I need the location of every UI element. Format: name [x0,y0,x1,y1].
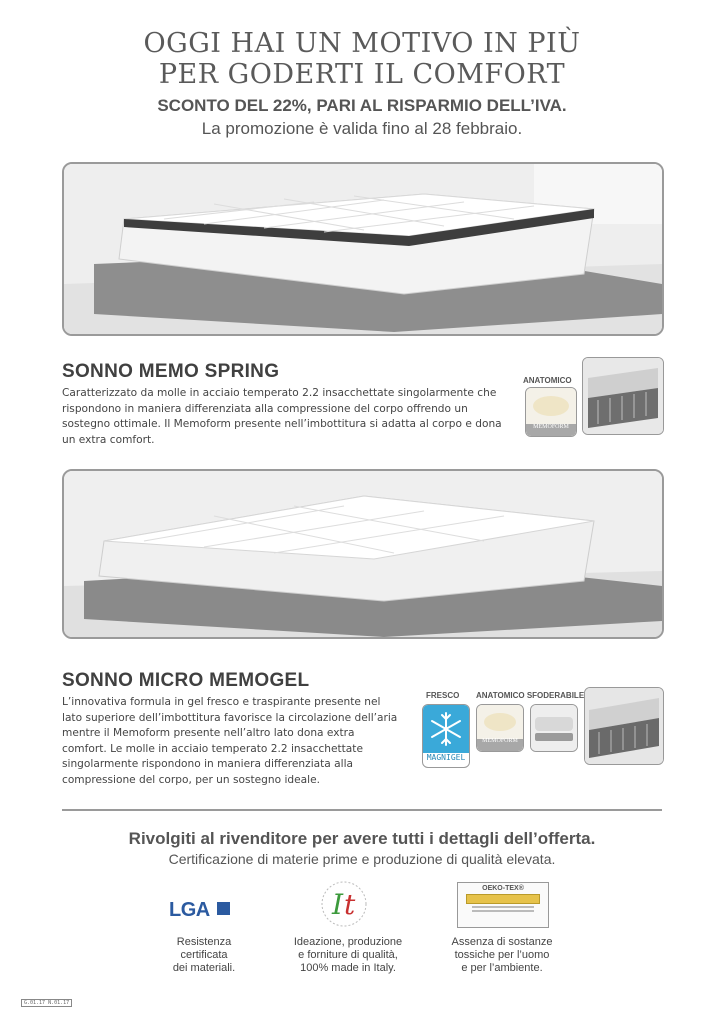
made-in-italy-logo [314,880,374,930]
removable-cover-icon [531,705,577,751]
certification-text: Certificazione di materie prime e produzione di qualità elevata. [168,851,556,867]
magnigel-label: MAGNIGEL [426,753,466,762]
lga-logo-text: LGA [169,899,210,921]
memoform-label: MEMOFORM [533,424,569,430]
badge2-caption: Ideazione, produzione e forniture di qualità, 100% made in Italy. [293,936,403,974]
oeko-tex-label: OEKO-TEX® [482,885,524,892]
snowflake-icon [423,705,469,753]
italy-it-icon [314,880,374,930]
section-divider [62,809,662,811]
lga-logo [169,899,249,925]
product1-description: Caratterizzato da molle in acciaio temperato 2.2 insacchettate singolarmente che rispondono in maniera differenziata alla compressione del corpo offrendo un sostegno ottimale. Il Memoform presente nell’imbottitura si adatta al corpo e dona un extra comfort. [62,387,502,446]
oeko-fineprint-2 [472,910,534,912]
anatomico-tag: ANATOMICO [523,376,572,385]
anatomico-sfoderabile-tag: ANATOMICO SFODERABILE [476,691,585,700]
product2-description: L’innovativa formula in gel fresco e traspirante presente nel lato superiore dell’imbottitura favorisce la circolazione dell’aria mentre il Memoform presente nell’altro lato dona extra comfort. Le molle in acciaio temperato 2.2 insacchettate singolarmente rispondono in maniera differenziata alla compressione del corpo, per un sostegno ideale. [62,696,398,786]
memogel-cross-section [584,687,664,765]
gel-cross-section-icon [585,688,663,764]
fresco-tag: FRESCO [426,691,460,700]
badge1-caption: Resistenza certificata dei materiali. [172,936,236,974]
svg-text:t: t [344,888,356,921]
memo-spring-photo [62,162,664,336]
product1-title: SONNO MEMO SPRING [62,361,280,382]
magnigel-swatch [422,704,470,768]
print-code: G.01.17 N.01.17 [21,999,72,1007]
offer-text: Rivolgiti al rivenditore per avere tutti i dettagli dell’offerta. [128,829,596,848]
memoform-swatch-2 [476,704,524,752]
lga-square-icon [217,902,230,915]
badge3-caption: Assenza di sostanze tossiche per l’uomo e per l’ambiente. [451,936,553,974]
oeko-fineprint [472,906,534,908]
mattress-illustration-2 [64,471,662,637]
discount-subtitle: SCONTO DEL 22%, PARI AL RISPARMIO DELL’IVA. [157,96,567,115]
memo-spring-cross-section [582,357,664,435]
product2-title: SONNO MICRO MEMOGEL [62,670,310,691]
removable-cover-swatch [530,704,578,752]
micro-memogel-photo [62,469,664,639]
oeko-standard-bar [466,894,540,904]
promo-validity: La promozione è valida fino al 28 febbraio. [201,119,523,138]
oeko-tex-badge [457,882,549,928]
headline-line2: PER GODERTI IL COMFORT [158,59,566,90]
memoform-foam-icon-2 [477,705,523,751]
svg-text:I: I [332,888,344,921]
mattress-illustration [64,164,662,334]
memoform-label-2: MEMOFORM [482,738,518,744]
spring-cross-section-icon [583,358,663,434]
headline-line1: OGGI HAI UN MOTIVO IN PIÙ [143,28,581,59]
